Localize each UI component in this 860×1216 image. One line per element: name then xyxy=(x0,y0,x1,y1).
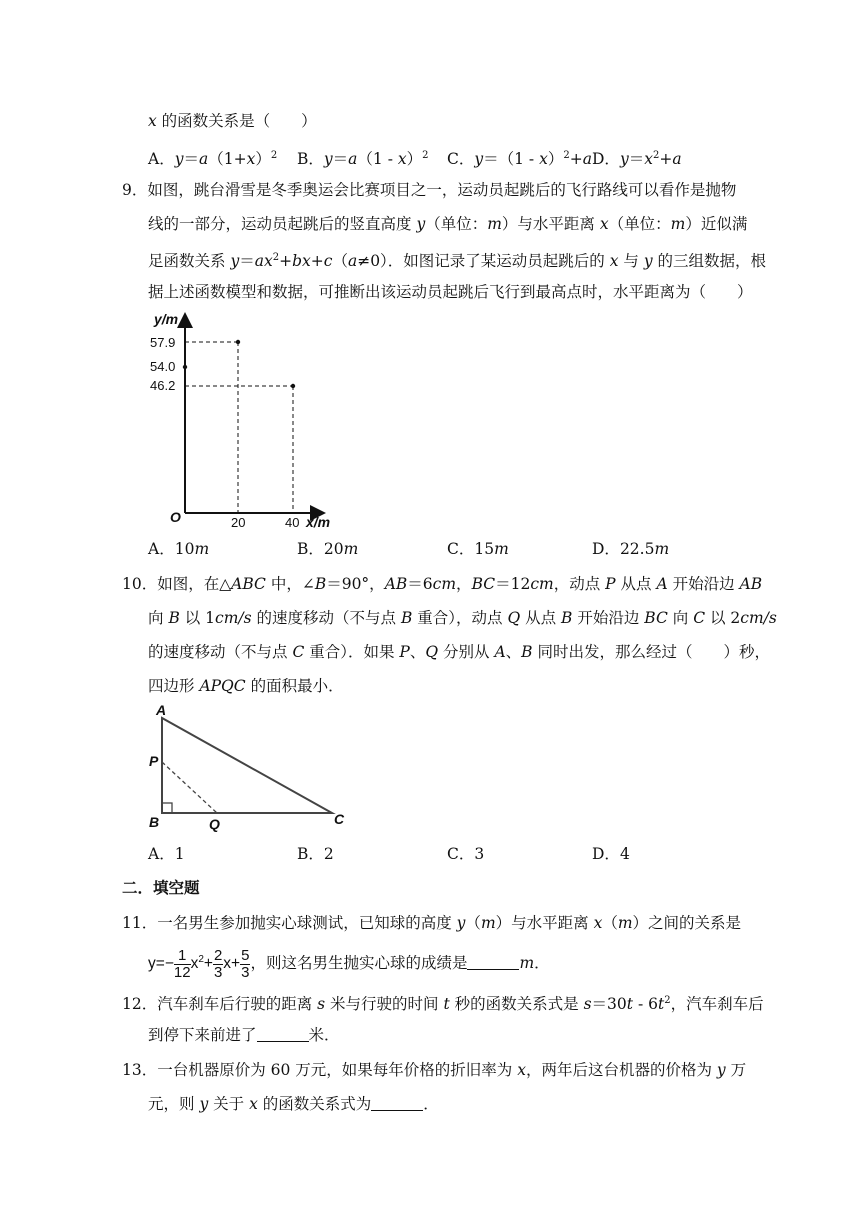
q13-stem-line2: 元，则 y 关于 x 的函数关系式为 ． xyxy=(148,1095,439,1113)
q12-stem-line2: 到停下来前进了 米． xyxy=(148,1026,340,1044)
q10-stem-line4: 四边形 APQC 的面积最小． xyxy=(148,677,344,695)
q8-option-d[interactable]: D．$y=x^2+a$ xyxy=(592,150,682,168)
q9-option-d[interactable]: D．22.5m xyxy=(592,540,670,558)
fraction-5-3: $\frac{5}{3}$ xyxy=(241,946,250,981)
fraction-1-12: $\frac{1}{12}$ xyxy=(173,946,191,981)
q10-stem-line1: 10．如图，在△ABC 中，∠B＝90°，AB＝6cm，BC＝12cm，动点 P 从点 A 开始沿边 AB xyxy=(122,575,763,593)
q9-option-a[interactable]: A．10m xyxy=(148,540,210,558)
q9-stem-line3: 足函数关系 $y=ax^2+bx+c(a\ne 0)$．如图记录了某运动员起跳后的 x 与 y 的三组数据，根 xyxy=(148,252,767,270)
q8-option-a[interactable]: A．$y=a(1+x)^2$ xyxy=(148,150,278,168)
segment-pq xyxy=(162,762,217,813)
q9-graph xyxy=(150,308,350,533)
q9-stem-line1: 9．如图，跳台滑雪是冬季奥运会比赛项目之一，运动员起跳后的飞行路线可以看作是抛物 xyxy=(122,181,737,199)
q12-stem-line1: 12．汽车刹车后行驶的距离 s 米与行驶的时间 t 秒的函数关系式是 $s=30t - 6t^2$，汽车刹车后 xyxy=(122,995,764,1013)
y-tick-57.9: 57.9 xyxy=(150,335,176,350)
origin-label: O xyxy=(170,509,181,525)
q11-answer-blank[interactable] xyxy=(467,955,519,970)
x-axis-label: x/m xyxy=(306,514,331,530)
q10-option-c[interactable]: C．3 xyxy=(447,845,485,863)
q8-stem-tail: x 的函数关系是（ ） xyxy=(148,112,317,130)
y-tick-46.2: 46.2 xyxy=(150,378,176,393)
q10-option-a[interactable]: A．1 xyxy=(148,845,185,863)
triangle-abc xyxy=(162,718,332,813)
q10-stem-line3: 的速度移动（不与点 C 重合）．如果 P、Q 分别从 A、B 同时出发，那么经过（ ）秒， xyxy=(148,643,770,661)
fraction-2-3: $\frac{2}{3}$ xyxy=(213,946,223,981)
data-point-40-46.2 xyxy=(291,384,295,388)
y-tick-54.0: 54.0 xyxy=(150,359,176,374)
q10-triangle-figure xyxy=(145,700,355,835)
q9-option-c[interactable]: C．15m xyxy=(447,540,509,558)
formula-y: y= xyxy=(148,955,165,972)
label-q: Q xyxy=(209,816,220,832)
q10-option-b[interactable]: B．2 xyxy=(297,845,334,863)
q11-stem-line1: 11．一名男生参加抛实心球测试，已知球的高度 y（m）与水平距离 x（m）之间的关系是 xyxy=(122,914,742,932)
data-point-0-54 xyxy=(183,365,187,369)
q11-formula-line: y=− $\frac{1}{12}$ $x^2+$ $\frac{2}{3}$ x+ $\frac{5}{3}$ ，则这名男生抛实心球的成绩是 m． xyxy=(148,946,550,981)
q13-answer-blank[interactable] xyxy=(371,1096,423,1111)
q13-stem-line1: 13．一台机器原价为 60 万元，如果每年价格的折旧率为 x，两年后这台机器的价格为 y 万 xyxy=(122,1061,747,1079)
right-angle-mark xyxy=(162,803,172,813)
q9-stem-line2: 线的一部分，运动员起跳后的竖直高度 y（单位：m）与水平距离 x（单位：m）近似满 xyxy=(148,215,748,233)
q8-option-b[interactable]: B．y＝a（1 - x）$^2$ xyxy=(297,150,429,168)
q8-option-c[interactable]: C．y＝（1 - x）$^2$+a xyxy=(447,150,592,168)
q9-stem-line4: 据上述函数模型和数据，可推断出该运动员起跳后飞行到最高点时，水平距离为（ ） xyxy=(148,283,753,301)
q10-stem-line2: 向 B 以 1cm/s 的速度移动（不与点 B 重合），动点 Q 从点 B 开始沿边 BC 向 C 以 2cm/s xyxy=(148,609,777,627)
q12-answer-blank[interactable] xyxy=(257,1027,309,1042)
x-tick-20: 20 xyxy=(231,515,246,530)
section-title-fill-in: 二．填空题 xyxy=(122,878,200,897)
q10-option-d[interactable]: D．4 xyxy=(592,845,630,863)
label-a: A xyxy=(156,702,167,718)
y-axis-label: y/m xyxy=(154,311,179,327)
label-p: P xyxy=(149,753,159,769)
label-b: B xyxy=(149,814,160,830)
label-c: C xyxy=(334,811,345,827)
q9-option-b[interactable]: B．20m xyxy=(297,540,359,558)
data-point-20-57.9 xyxy=(236,340,240,344)
x-tick-40: 40 xyxy=(285,515,300,530)
